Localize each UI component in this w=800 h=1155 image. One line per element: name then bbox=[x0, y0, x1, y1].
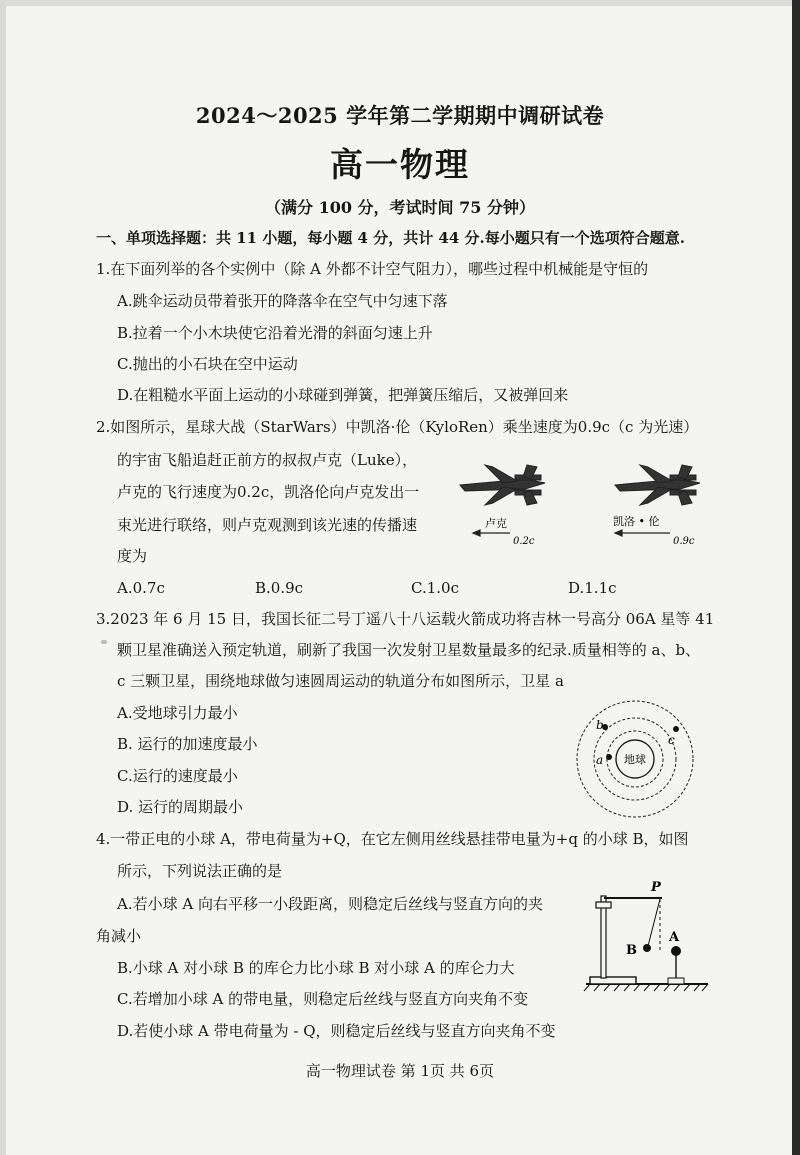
q3-option-d: D. 运行的周期最小 bbox=[117, 798, 244, 816]
luke-label: 卢克 bbox=[485, 517, 507, 530]
q2-stem-line3: 卢克的飞行速度为0.2c，凯洛伦向卢克发出一 bbox=[117, 483, 420, 501]
section-heading: 一、单项选择题：共 11 小题，每小题 4 分，共计 44 分.每小题只有一个选项符合题意. bbox=[96, 229, 685, 247]
exam-title: 2024～2025 学年第二学期期中调研试卷 bbox=[195, 103, 605, 128]
q4-option-b: B.小球 A 对小球 B 的库仑力比小球 B 对小球 A 的库仑力大 bbox=[117, 959, 515, 977]
q3-option-c: C.运行的速度最小 bbox=[117, 767, 238, 785]
q2-option-c: C.1.0c bbox=[411, 579, 459, 597]
kylo-spaceship-icon bbox=[615, 465, 700, 505]
q4-stem-line1: 4.一带正电的小球 A，带电荷量为+Q，在它左侧用丝线悬挂带电量为+q 的小球 B，如图 bbox=[96, 830, 689, 848]
ball-a-label: A bbox=[669, 930, 680, 945]
subject-title: 高一物理 bbox=[330, 145, 470, 184]
q3-option-a: A.受地球引力最小 bbox=[117, 704, 238, 722]
q1-option-b: B.拉着一个小木块使它沿着光滑的斜面匀速上升 bbox=[117, 324, 433, 342]
scan-edge-top bbox=[0, 0, 800, 6]
q4-option-a-line2: 角减小 bbox=[96, 927, 142, 945]
q3-option-b: B. 运行的加速度最小 bbox=[117, 735, 258, 753]
q4-option-c: C.若增加小球 A 的带电量，则稳定后丝线与竖直方向夹角不变 bbox=[117, 990, 529, 1008]
kylo-velocity-arrow bbox=[615, 530, 670, 536]
page-footer: 高一物理试卷 第 1页 共 6页 bbox=[305, 1062, 495, 1080]
kylo-speed-label: 0.9c bbox=[673, 536, 695, 547]
luke-spaceship-icon bbox=[460, 465, 545, 505]
exam-info: （满分 100 分，考试时间 75 分钟） bbox=[265, 198, 535, 217]
point-p-label: P bbox=[651, 880, 661, 895]
q3-stem-line2: 颗卫星准确送入预定轨道，刷新了我国一次发射卫星数量最多的纪录.质量相等的 a、b、 bbox=[117, 641, 701, 659]
kylo-label: 凯洛 • 伦 bbox=[613, 515, 660, 528]
coulomb-stand-figure bbox=[582, 874, 712, 1000]
satellite-c-label: c bbox=[668, 733, 675, 747]
q1-option-a: A.跳伞运动员带着张开的降落伞在空气中匀速下落 bbox=[117, 292, 448, 310]
q1-option-c: C.抛出的小石块在空中运动 bbox=[117, 355, 298, 373]
q2-stem-line1: 2.如图所示，星球大战（StarWars）中凯洛·伦（KyloRen）乘坐速度为0.9c（c 为光速） bbox=[96, 418, 699, 436]
q2-option-d: D.1.1c bbox=[568, 579, 617, 597]
satellite-b-label: b bbox=[596, 718, 604, 732]
luke-velocity-arrow bbox=[473, 530, 510, 536]
satellite-a-marker bbox=[606, 754, 612, 760]
ball-b bbox=[643, 944, 651, 952]
orbit-figure bbox=[572, 698, 702, 822]
ball-b-label: B bbox=[626, 943, 637, 958]
q1-option-d: D.在粗糙水平面上运动的小球碰到弹簧，把弹簧压缩后，又被弹回来 bbox=[117, 386, 569, 404]
satellite-c-marker bbox=[673, 726, 679, 732]
q2-stem-line4: 束光进行联络，则卢克观测到该光速的传播速 bbox=[117, 516, 418, 534]
spaceship-figure bbox=[455, 445, 715, 555]
q3-stem-line1: 3.2023 年 6 月 15 日，我国长征二号丁遥八十八运载火箭成功将吉林一号高分 06A 星等 41 bbox=[96, 610, 715, 628]
q2-option-a: A.0.7c bbox=[117, 579, 165, 597]
ground-hatching bbox=[584, 984, 708, 991]
ball-a bbox=[671, 946, 681, 956]
scan-speck bbox=[101, 640, 107, 644]
q2-stem-line5: 度为 bbox=[117, 547, 148, 565]
q3-stem-line3: c 三颗卫星，围绕地球做匀速圆周运动的轨道分布如图所示，卫星 a bbox=[117, 672, 564, 690]
q4-option-a-line1: A.若小球 A 向右平移一小段距离，则稳定后丝线与竖直方向的夹 bbox=[117, 895, 543, 913]
q2-stem-line2: 的宇宙飞船追赶正前方的叔叔卢克（Luke）， bbox=[117, 451, 418, 469]
ball-a-base bbox=[668, 978, 684, 984]
q4-stem-line2: 所示，下列说法正确的是 bbox=[117, 862, 283, 880]
luke-speed-label: 0.2c bbox=[513, 536, 535, 547]
earth-label: 地球 bbox=[624, 753, 646, 766]
stand-base bbox=[590, 977, 636, 984]
q1-stem: 1.在下面列举的各个实例中（除 A 外都不计空气阻力），哪些过程中机械能是守恒的 bbox=[96, 260, 649, 278]
silk-thread bbox=[648, 899, 660, 946]
q2-option-b: B.0.9c bbox=[255, 579, 304, 597]
satellite-a-label: a bbox=[596, 753, 604, 767]
stand-clamp bbox=[596, 902, 611, 908]
q4-option-d: D.若使小球 A 带电荷量为 - Q，则稳定后丝线与竖直方向夹角不变 bbox=[117, 1022, 556, 1040]
